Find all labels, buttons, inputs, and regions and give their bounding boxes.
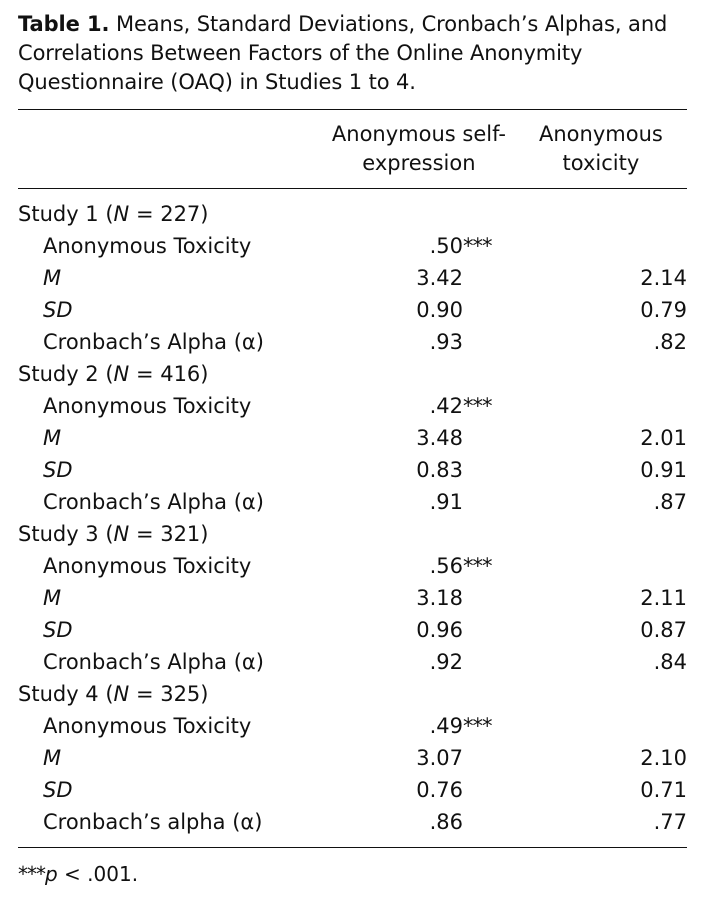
cell-value: 2.14 xyxy=(640,266,687,290)
study-heading: Study 3 (N = 321) xyxy=(18,522,209,546)
row-label: Cronbach’s alpha (α) xyxy=(43,810,263,834)
row-label: SD xyxy=(43,778,73,802)
table-row xyxy=(18,486,687,518)
table-row xyxy=(18,806,687,838)
row-label: SD xyxy=(43,618,73,642)
row-label: Cronbach’s Alpha (α) xyxy=(43,330,264,354)
cell-value: .87 xyxy=(653,490,687,514)
table-row xyxy=(18,550,687,582)
row-label: SD xyxy=(43,298,73,322)
cell-value: 3.07 xyxy=(416,746,463,770)
correlation-value: .49 xyxy=(429,714,463,738)
footnote-stars: *** xyxy=(18,862,45,886)
table-caption xyxy=(18,0,687,97)
table-row xyxy=(18,294,687,326)
cell-value: .93 xyxy=(429,330,463,354)
cell-value: 0.96 xyxy=(416,618,463,642)
significance-stars: *** xyxy=(463,714,492,738)
study-heading: Study 1 (N = 227) xyxy=(18,202,209,226)
cell-value: 3.18 xyxy=(416,586,463,610)
study-heading: Study 4 (N = 325) xyxy=(18,682,209,706)
table-body xyxy=(18,189,687,847)
row-label: Cronbach’s Alpha (α) xyxy=(43,650,264,674)
header-toxicity: Anonymous toxicity xyxy=(539,122,663,175)
cell-value: 0.91 xyxy=(640,458,687,482)
correlation-value: .50 xyxy=(429,234,463,258)
table-row xyxy=(18,774,687,806)
significance-stars: *** xyxy=(463,234,492,258)
footnote-p: p xyxy=(45,862,58,886)
cell-value: 0.83 xyxy=(416,458,463,482)
table-row xyxy=(18,262,687,294)
row-label: SD xyxy=(43,458,73,482)
table-row xyxy=(18,646,687,678)
cell-value: 0.76 xyxy=(416,778,463,802)
row-label: M xyxy=(43,426,62,450)
table-row xyxy=(18,358,687,390)
cell-value: .91 xyxy=(429,490,463,514)
caption-text: Means, Standard Deviations, Cronbach’s Alphas, and Correlations Between Factors of the Online Anonymity Questionnaire (OAQ) in Studies 1 to 4. xyxy=(18,12,668,94)
cell-value: 0.71 xyxy=(640,778,687,802)
table-row xyxy=(18,518,687,550)
table-row xyxy=(18,614,687,646)
row-label: Anonymous Toxicity xyxy=(43,554,252,578)
cell-value: 2.11 xyxy=(640,586,687,610)
cell-value: .84 xyxy=(653,650,687,674)
correlation-value: .56 xyxy=(429,554,463,578)
bottom-rule xyxy=(18,847,687,848)
cell-value: 3.48 xyxy=(416,426,463,450)
table-row xyxy=(18,422,687,454)
study-heading: Study 2 (N = 416) xyxy=(18,362,209,386)
table-row xyxy=(18,454,687,486)
caption-label: Table 1. xyxy=(18,12,110,36)
row-label: M xyxy=(43,266,62,290)
table-row xyxy=(18,198,687,230)
row-label: M xyxy=(43,746,62,770)
cell-value: 0.90 xyxy=(416,298,463,322)
table-row xyxy=(18,230,687,262)
table-header xyxy=(18,110,687,188)
table-row xyxy=(18,582,687,614)
cell-value: 2.01 xyxy=(640,426,687,450)
cell-value: .77 xyxy=(653,810,687,834)
cell-value: 0.87 xyxy=(640,618,687,642)
cell-value: .92 xyxy=(429,650,463,674)
row-label: Anonymous Toxicity xyxy=(43,394,252,418)
cell-value: 3.42 xyxy=(416,266,463,290)
cell-value: 0.79 xyxy=(640,298,687,322)
table-row xyxy=(18,742,687,774)
table-footnote xyxy=(18,862,687,886)
cell-value: .82 xyxy=(653,330,687,354)
significance-stars: *** xyxy=(463,394,492,418)
table-row xyxy=(18,678,687,710)
table-row xyxy=(18,390,687,422)
footnote-text: < .001. xyxy=(57,862,139,886)
table-row xyxy=(18,710,687,742)
correlation-value: .42 xyxy=(429,394,463,418)
significance-stars: *** xyxy=(463,554,492,578)
cell-value: 2.10 xyxy=(640,746,687,770)
row-label: Anonymous Toxicity xyxy=(43,714,252,738)
table-row xyxy=(18,326,687,358)
cell-value: .86 xyxy=(429,810,463,834)
row-label: Anonymous Toxicity xyxy=(43,234,252,258)
row-label: Cronbach’s Alpha (α) xyxy=(43,490,264,514)
row-label: M xyxy=(43,586,62,610)
header-self-expression: Anonymous self-expression xyxy=(331,122,506,175)
